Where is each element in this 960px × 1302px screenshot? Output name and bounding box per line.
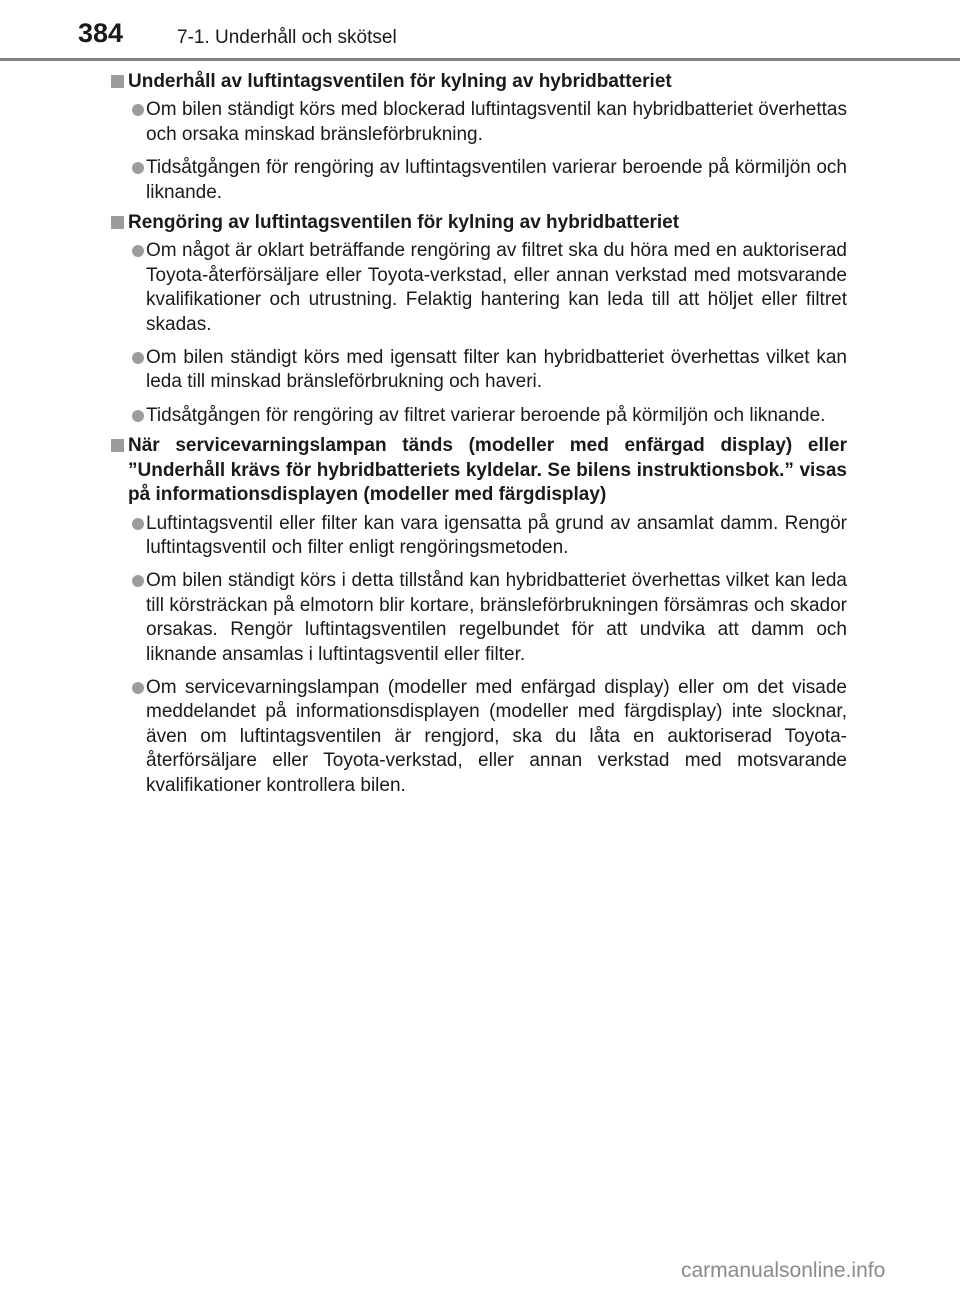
chapter-title: 7-1. Underhåll och skötsel [177, 27, 397, 48]
circle-bullet-icon [132, 104, 144, 116]
circle-bullet-icon [132, 410, 144, 422]
bullet-item [146, 676, 847, 798]
section-heading-text: När servicevarningslampan tänds (modeller med enfärgad display) eller ”Underhåll krävs för hybridbatteriets kyldelar. Se bilens instruktionsbok.” visas på informationsdisplayen (modeller med färgdisplay) [128, 435, 847, 506]
circle-bullet-icon [132, 162, 144, 174]
bullet-item [146, 346, 847, 395]
bullet-item [146, 512, 847, 561]
square-bullet-icon [111, 439, 124, 452]
bullet-item [146, 404, 847, 428]
section-heading [111, 434, 847, 507]
page-content [111, 70, 847, 798]
bullet-item [146, 98, 847, 147]
section-heading-text: Underhåll av luftintagsventilen för kylning av hybridbatteriet [128, 71, 672, 92]
bullet-item [146, 239, 847, 337]
circle-bullet-icon [132, 682, 144, 694]
circle-bullet-icon [132, 575, 144, 587]
bullet-text: Om bilen ständigt körs i detta tillstånd kan hybridbatteriet överhettas vilket kan leda till körsträckan på elmotorn blir kortare, bränsleförbrukningen försämras och skador orsakas. Rengör luftintagsventilen regelbundet för att undvika att damm och liknande ansamlas i luftintagsventil eller filter. [146, 570, 847, 665]
section-heading [111, 211, 847, 235]
square-bullet-icon [111, 216, 124, 229]
page-number: 384 [78, 18, 124, 48]
watermark: carmanualsonline.info [681, 1259, 886, 1282]
bullet-text: Om bilen ständigt körs med blockerad luftintagsventil kan hybridbatteriet överhettas och orsaka minskad bränsleförbrukning. [146, 99, 847, 145]
section-heading [111, 70, 847, 94]
circle-bullet-icon [132, 352, 144, 364]
circle-bullet-icon [132, 518, 144, 530]
bullet-item [146, 156, 847, 205]
bullet-text: Luftintagsventil eller filter kan vara igensatta på grund av ansamlat damm. Rengör luftintagsventil och filter enligt rengöringsmetoden. [146, 512, 847, 558]
bullet-item [146, 569, 847, 667]
bullet-text: Om servicevarningslampan (modeller med enfärgad display) eller om det visade meddelandet på informationsdisplayen (modeller med färgdisplay) inte slocknar, även om luftintagsventilen är rengjord, ska du låta en auktoriserad Toyota-återförsäljare eller Toyota-verkstad, eller annan verkstad med motsvarande kvalifikationer kontrollera bilen. [146, 676, 847, 796]
bullet-text: Tidsåtgången för rengöring av filtret varierar beroende på körmiljön och liknande. [146, 404, 826, 426]
bullet-text: Om bilen ständigt körs med igensatt filter kan hybridbatteriet överhettas vilket kan leda till minskad bränsleförbrukning och haveri. [146, 347, 847, 393]
circle-bullet-icon [132, 245, 144, 257]
bullet-text: Tidsåtgången för rengöring av luftintagsventilen varierar beroende på körmiljön och liknande. [146, 157, 847, 203]
section-heading-text: Rengöring av luftintagsventilen för kylning av hybridbatteriet [128, 212, 680, 234]
bullet-text: Om något är oklart beträffande rengöring av filtret ska du höra med en auktoriserad Toyota-återförsäljare eller Toyota-verkstad, eller annan verkstad med motsvarande kvalifikationer och utrustning. Felaktig hantering kan leda till att höljet eller filtret skadas. [146, 240, 847, 335]
header-divider [0, 58, 960, 61]
square-bullet-icon [111, 75, 124, 88]
